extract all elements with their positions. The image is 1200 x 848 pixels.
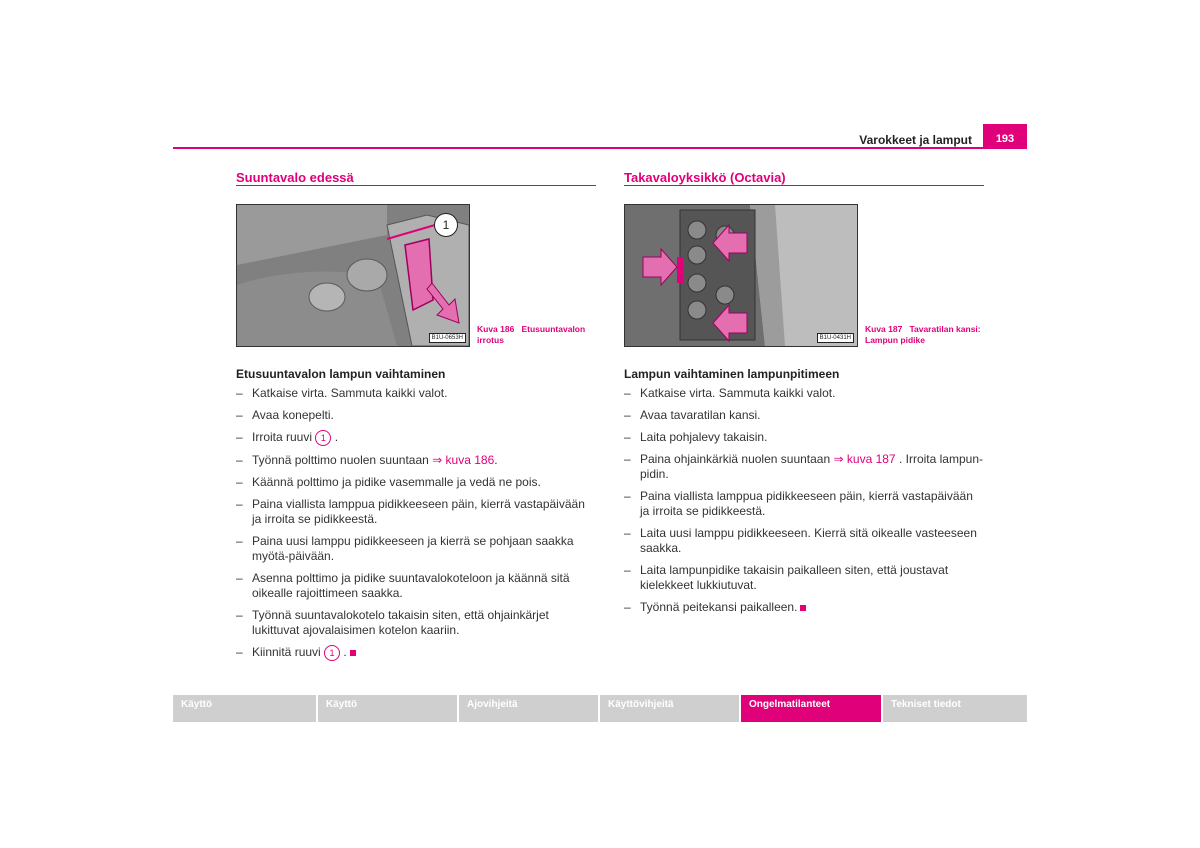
end-of-section-marker bbox=[350, 650, 356, 656]
right-subheading: Lampun vaihtaminen lampunpitimeen bbox=[624, 367, 840, 381]
list-item: – Työnnä suuntavalokotelo takaisin siten, että ohjainkärjet lukittuvat ajovalaisimen kotelon kaariin. bbox=[236, 608, 549, 637]
nav-tab-kaytto-2[interactable]: Käyttö bbox=[318, 695, 457, 722]
figure-186-caption bbox=[477, 324, 597, 346]
figure-186-link[interactable]: kuva 186 bbox=[445, 453, 495, 467]
list-item: – Avaa tavaratilan kansi. bbox=[624, 408, 761, 422]
figure-code: B1U-0653H bbox=[429, 333, 466, 343]
nav-tab-kayttovihjeita[interactable]: Käyttövihjeitä bbox=[600, 695, 739, 722]
figure-rear-light bbox=[624, 204, 858, 347]
list-item: – Avaa konepelti. bbox=[236, 408, 334, 422]
list-item: – Paina viallista lamppua pidikkeeseen päin, kierrä vastapäivään ja irroita se pidikkeestä. bbox=[624, 489, 973, 518]
caption-prefix: Kuva 187 bbox=[865, 324, 903, 334]
nav-tab-kaytto-1[interactable]: Käyttö bbox=[173, 695, 316, 722]
list-item: – Työnnä polttimo nuolen suuntaan ⇒ kuva 186. bbox=[236, 453, 498, 467]
callout-ref-1: 1 bbox=[324, 645, 340, 661]
list-item: – Paina ohjainkärkiä nuolen suuntaan ⇒ kuva 187 . Irroita lampun-pidin. bbox=[624, 452, 983, 481]
end-of-section-marker bbox=[800, 605, 806, 611]
arrow-right-icon: ⇒ bbox=[833, 452, 844, 466]
figure-code: B1U-0431H bbox=[817, 333, 854, 343]
list-item: – Paina uusi lamppu pidikkeeseen ja kierrä se pohjaan saakka myötä-päivään. bbox=[236, 534, 574, 563]
arrow-right-icon: ⇒ bbox=[432, 453, 443, 467]
right-section-title: Takavaloyksikkö (Octavia) bbox=[624, 170, 786, 185]
left-section-title: Suuntavalo edessä bbox=[236, 170, 354, 185]
header-rule bbox=[173, 147, 1027, 149]
list-item: – Paina viallista lamppua pidikkeeseen päin, kierrä vastapäivään ja irroita se pidikkeestä. bbox=[236, 497, 585, 526]
figure-187-caption bbox=[865, 324, 990, 346]
callout-1-marker: 1 bbox=[434, 213, 458, 237]
list-item: – Asenna polttimo ja pidike suuntavalokoteloon ja käännä sitä oikealle rajoittimeen saakka. bbox=[236, 571, 570, 600]
left-steps-list bbox=[236, 386, 596, 668]
list-item: – Laita lampunpidike takaisin paikalleen siten, että joustavat kielekkeet lukkiutuvat. bbox=[624, 563, 949, 592]
list-item: – Laita uusi lamppu pidikkeeseen. Kierrä sitä oikealle vasteeseen saakka. bbox=[624, 526, 977, 555]
left-subheading: Etusuuntavalon lampun vaihtaminen bbox=[236, 367, 446, 381]
right-steps-list bbox=[624, 386, 984, 622]
rear-light-illustration bbox=[625, 205, 857, 346]
page-number: 193 bbox=[995, 133, 1015, 145]
figure-front-indicator bbox=[236, 204, 470, 347]
list-item: – Katkaise virta. Sammuta kaikki valot. bbox=[624, 386, 836, 400]
list-item: – Irroita ruuvi 1 . bbox=[236, 430, 339, 444]
nav-tab-tekniset-tiedot[interactable]: Tekniset tiedot bbox=[883, 695, 1027, 722]
caption-prefix: Kuva 186 bbox=[477, 324, 515, 334]
list-item: – Katkaise virta. Sammuta kaikki valot. bbox=[236, 386, 448, 400]
list-item: – Kiinnitä ruuvi 1 . bbox=[236, 645, 596, 661]
list-item: – Laita pohjalevy takaisin. bbox=[624, 430, 768, 444]
nav-tab-ajovihjeita[interactable]: Ajovihjeitä bbox=[459, 695, 598, 722]
list-item: – Käännä polttimo ja pidike vasemmalle ja vedä ne pois. bbox=[236, 475, 541, 489]
header-title: Varokkeet ja lamput bbox=[859, 133, 972, 147]
figure-187-link[interactable]: kuva 187 bbox=[846, 452, 896, 466]
right-section-rule bbox=[624, 185, 984, 186]
left-section-rule bbox=[236, 185, 596, 186]
caption-text: Tavaratilan kansi: Lampun pidike bbox=[865, 324, 981, 345]
nav-tab-ongelmatilanteet[interactable]: Ongelmatilanteet bbox=[741, 695, 881, 722]
list-item: – Työnnä peitekansi paikalleen. bbox=[624, 600, 984, 615]
caption-text: Etusuuntavalon irrotus bbox=[477, 324, 586, 345]
callout-ref-1: 1 bbox=[315, 430, 331, 446]
